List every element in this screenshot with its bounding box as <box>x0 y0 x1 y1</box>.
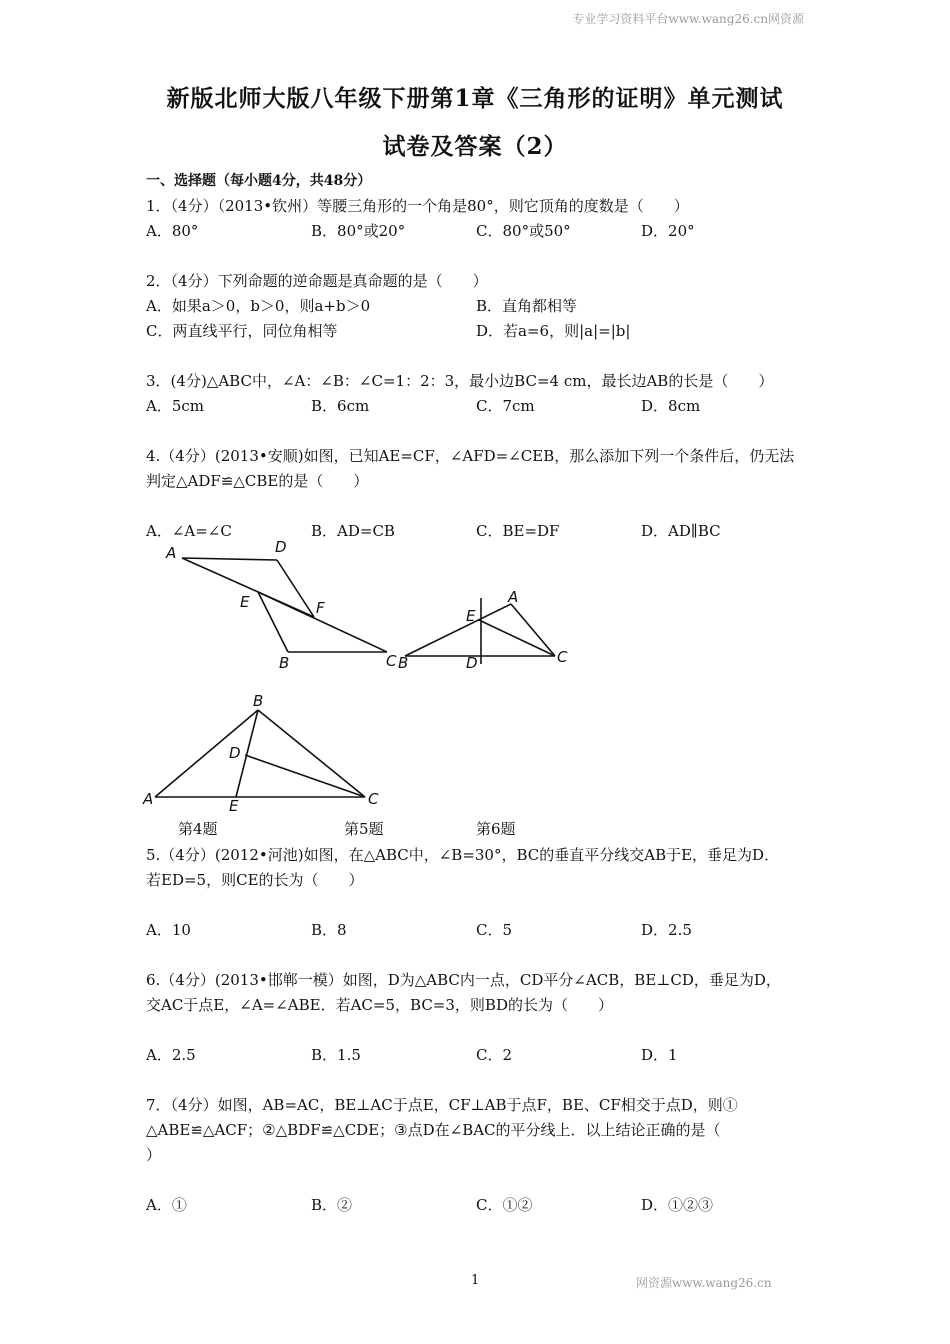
fig5-line-b-e <box>405 604 511 656</box>
question-6-text-line1: 6.（4分）(2013•邯郸一模）如图，D为△ABC内一点，CD平分∠ACB，BE⊥CD，垂足为D， <box>146 971 781 989</box>
question-4-text-line2: 判定△ADF≌△CBE的是（ ） <box>146 472 369 490</box>
q3-option-d: D．8cm <box>641 397 701 415</box>
caption-figure-5: 第5题 <box>344 820 384 838</box>
fig4-label-a: A <box>166 544 177 562</box>
q4-option-d: D．AD∥BC <box>641 522 721 540</box>
question-7-text-line1: 7．（4分）如图，AB=AC，BE⊥AC于点E，CF⊥AB于点F，BE、CF相交于点D，则① <box>146 1096 738 1114</box>
q7-option-b: B．② <box>311 1196 353 1214</box>
page-number: 1 <box>471 1273 480 1288</box>
fig6-label-c: C <box>368 790 379 808</box>
fig5-label-e: E <box>466 607 476 625</box>
question-3-text: 3．(4分)△ABC中，∠A：∠B：∠C=1：2：3，最小边BC=4 cm，最长边AB的长是（ ） <box>146 372 774 390</box>
fig4-label-b: B <box>279 654 290 672</box>
q2-option-a: A．如果a＞0，b＞0，则a+b＞0 <box>146 297 371 315</box>
caption-figure-6: 第6题 <box>476 820 516 838</box>
question-5-text-line1: 5.（4分）(2012•河池)如图，在△ABC中，∠B=30°，BC的垂直平分线交AB于E，垂足为D． <box>146 846 780 864</box>
q5-option-c: C．5 <box>476 921 513 939</box>
q1-option-c: C．80°或50° <box>476 222 571 240</box>
q7-option-c: C．①② <box>476 1196 533 1214</box>
fig6-label-a: A <box>143 790 154 808</box>
fig5-label-b: B <box>398 654 409 672</box>
fig6-line-a-b <box>155 710 258 797</box>
q1-option-d: D．20° <box>641 222 695 240</box>
fig6-label-d: D <box>229 744 241 762</box>
q6-option-a: A．2.5 <box>146 1046 196 1064</box>
q2-option-b: B．直角都相等 <box>476 297 578 315</box>
q2-option-d: D．若a=6，则|a|=|b| <box>476 322 631 340</box>
fig6-label-e: E <box>229 797 239 815</box>
q1-option-b: B．80°或20° <box>311 222 406 240</box>
q3-option-b: B．6cm <box>311 397 370 415</box>
q4-option-a: A．∠A=∠C <box>146 522 232 540</box>
fig5-label-a: A <box>508 588 519 606</box>
fig4-line-a-d <box>182 558 277 560</box>
question-6-text-line2: 交AC于点E，∠A=∠ABE．若AC=5，BC=3，则BD的长为（ ） <box>146 996 613 1014</box>
q7-option-a: A．① <box>146 1196 187 1214</box>
question-2-text: 2．（4分）下列命题的逆命题是真命题的是（ ） <box>146 272 488 290</box>
question-4-text-line1: 4.（4分）(2013•安顺)如图，已知AE=CF，∠AFD=∠CEB，那么添加下列一个条件后，仍无法 <box>146 447 795 465</box>
q1-option-a: A．80° <box>146 222 199 240</box>
fig5-line-e-a <box>511 604 555 656</box>
page-header: 专业学习资料平台www.wang26.cn网资源 <box>572 12 804 26</box>
question-7-text-line2: △ABE≌△ACF；②△BDF≌△CDE；③点D在∠BAC的平分线上．以上结论正确的是（ <box>146 1121 721 1139</box>
fig5-line-e-c <box>479 620 555 656</box>
q6-option-b: B．1.5 <box>311 1046 361 1064</box>
q2-option-c: C．两直线平行，同位角相等 <box>146 322 338 340</box>
document-title-line1: 新版北师大版八年级下册第1章《三角形的证明》单元测试 <box>166 85 784 112</box>
question-5-text-line2: 若ED=5，则CE的长为（ ） <box>146 871 364 889</box>
question-1-text: 1．（4分）（2013•钦州）等腰三角形的一个角是80°，则它顶角的度数是（ ） <box>146 197 689 215</box>
fig6-line-b-c <box>258 710 365 797</box>
document-title-line2: 试卷及答案（2） <box>382 133 568 160</box>
fig4-label-f: F <box>316 599 325 617</box>
q4-option-c: C．BE=DF <box>476 522 560 540</box>
fig5-label-d: D <box>466 654 478 672</box>
q5-option-a: A．10 <box>146 921 191 939</box>
caption-figure-4: 第4题 <box>178 820 218 838</box>
fig6-label-b: B <box>253 692 264 710</box>
q6-option-c: C．2 <box>476 1046 513 1064</box>
fig4-label-c: C <box>386 652 397 670</box>
q3-option-a: A．5cm <box>146 397 205 415</box>
fig4-label-e: E <box>240 593 250 611</box>
q3-option-c: C．7cm <box>476 397 535 415</box>
q4-option-b: B．AD=CB <box>311 522 395 540</box>
q5-option-b: B．8 <box>311 921 347 939</box>
page-footer: 网资源www.wang26.cn <box>636 1276 772 1290</box>
q6-option-d: D．1 <box>641 1046 678 1064</box>
question-7-text-line3: ） <box>146 1146 162 1164</box>
fig4-line-e-b <box>258 592 288 652</box>
q7-option-d: D．①②③ <box>641 1196 714 1214</box>
fig5-label-c: C <box>557 648 568 666</box>
fig6-line-d-c <box>245 755 365 797</box>
fig4-label-d: D <box>275 538 287 556</box>
section-heading: 一、选择题（每小题4分，共48分） <box>146 173 372 189</box>
q5-option-d: D．2.5 <box>641 921 692 939</box>
